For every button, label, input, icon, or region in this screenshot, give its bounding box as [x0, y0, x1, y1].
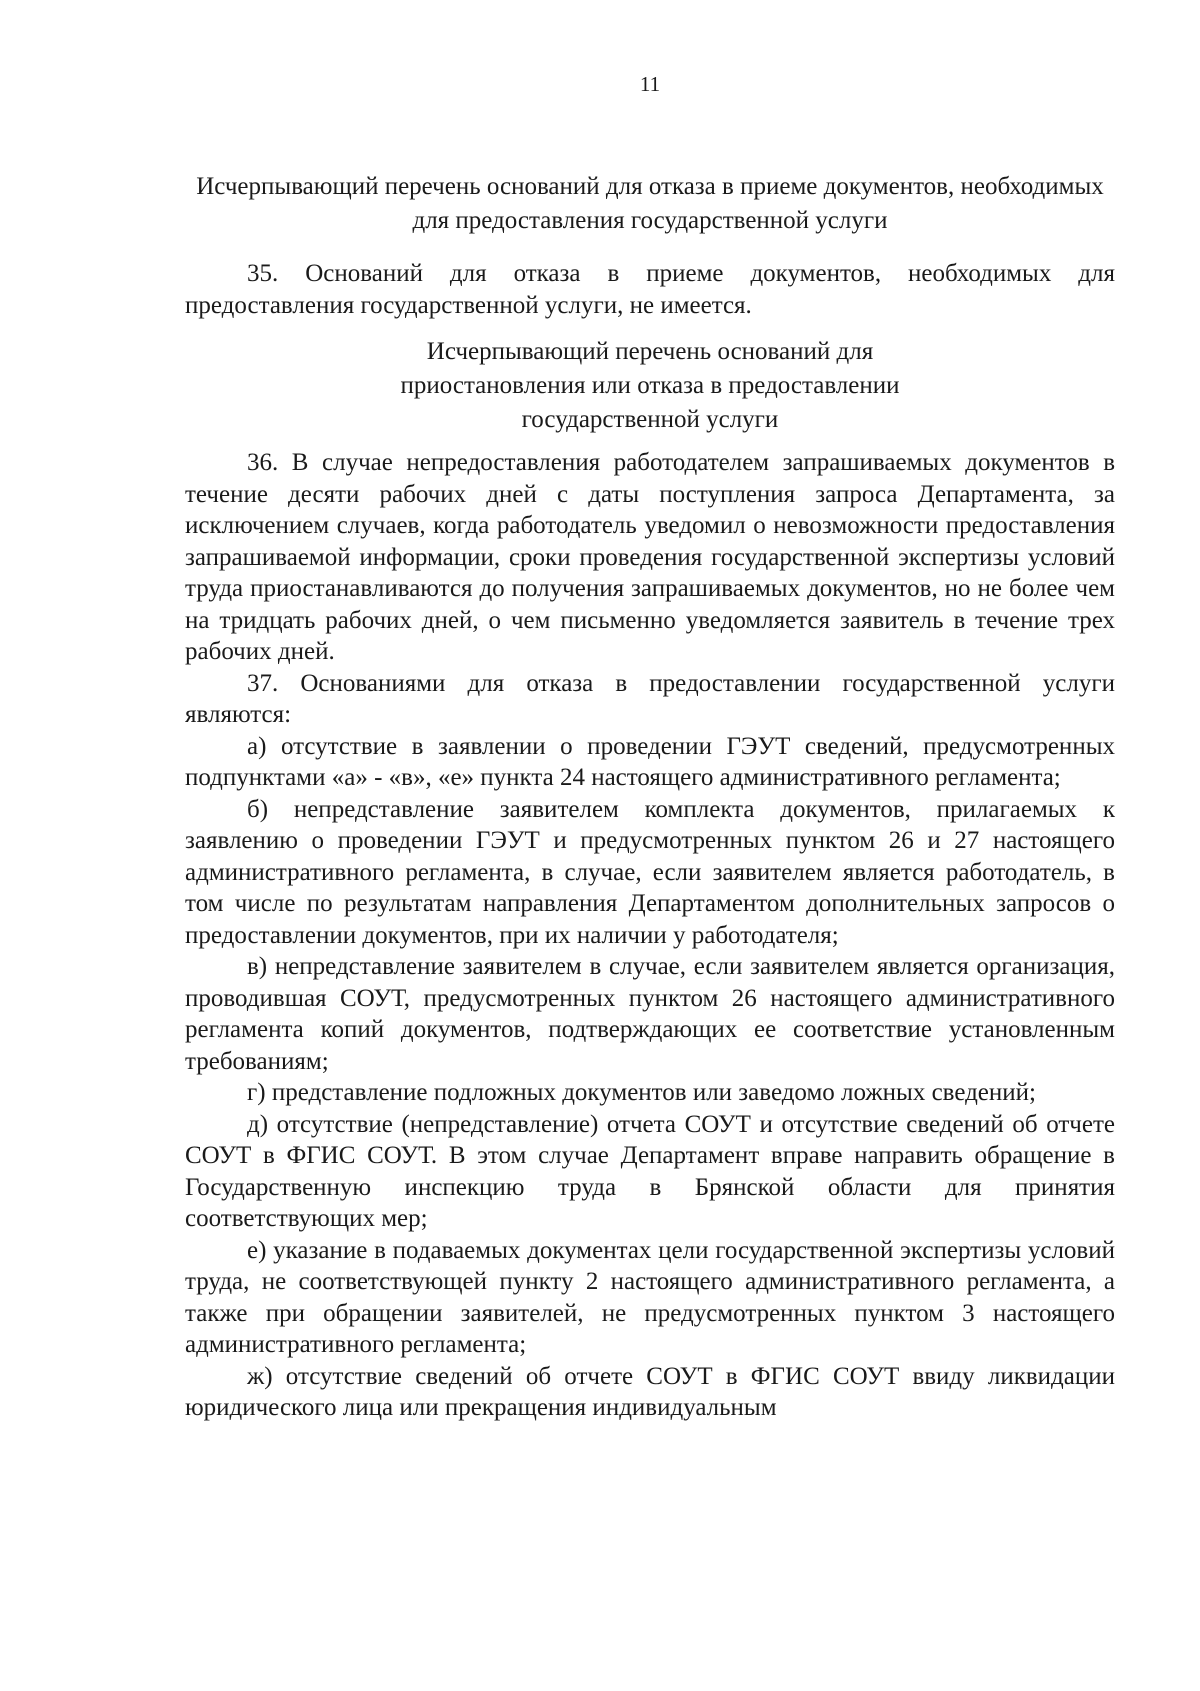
paragraph-35: 35. Оснований для отказа в приеме документов, необходимых для предоставления государственной услуги, не имеется.: [185, 260, 1115, 319]
list-item-d: д) отсутствие (непредставление) отчета СОУТ и отсутствие сведений об отчете СОУТ в ФГИС СОУТ. В этом случае Департамент вправе направить обращение в Государственную инспекцию труда в Брянской области для принятия соответствующих мер;: [185, 1110, 1115, 1232]
paragraph-36: 36. В случае непредоставления работодателем запрашиваемых документов в течение десяти рабочих дней с даты поступления запроса Департамента, за исключением случаев, когда работодатель уведомил о невозможности предоставления запрашиваемой информации, сроки проведения государственной экспертизы условий труда приостанавливаются до получения запрашиваемых документов, но не более чем на тридцать рабочих дней, о чем письменно уведомляется заявитель в течение трех рабочих дней.: [185, 449, 1115, 665]
list-item-a: а) отсутствие в заявлении о проведении ГЭУТ сведений, предусмотренных подпунктами «а» - «в», «е» пункта 24 настоящего административного регламента;: [185, 732, 1115, 791]
list-item-v: в) непредставление заявителем в случае, если заявителем является организация, проводившая СОУТ, предусмотренных пунктом 26 настоящего административного регламента копий документов, подтверждающих ее соответствие установленным требованиям;: [185, 953, 1115, 1075]
document-body: [185, 170, 1115, 1424]
paragraph-37: 37. Основаниями для отказа в предоставлении государственной услуги являются:: [185, 669, 1115, 728]
section-heading-refusal-acceptance: Исчерпывающий перечень оснований для отказа в приеме документов, необходимых для предоставления государственной услуги: [196, 173, 1104, 234]
list-item-g: г) представление подложных документов или заведомо ложных сведений;: [247, 1079, 1036, 1106]
list-item-zh: ж) отсутствие сведений об отчете СОУТ в ФГИС СОУТ ввиду ликвидации юридического лица или прекращения индивидуальным: [185, 1362, 1115, 1421]
list-item-e: е) указание в подаваемых документах цели государственной экспертизы условий труда, не соответствующей пункту 2 настоящего административного регламента, а также при обращении заявителей, не предусмотренных пунктом 3 настоящего административного регламента;: [185, 1236, 1115, 1358]
page-number: 11: [639, 72, 661, 96]
section-heading-suspension-refusal: Исчерпывающий перечень оснований для приостановления или отказа в предоставлении государственной услуги: [400, 338, 900, 433]
list-item-b: б) непредставление заявителем комплекта документов, прилагаемых к заявлению о проведении ГЭУТ и предусмотренных пунктом 26 и 27 настоящего административного регламента, в случае, если заявителем является работодатель, в том числе по результатам направления Департаментом дополнительных запросов о предоставлении документов, при их наличии у работодателя;: [185, 795, 1115, 949]
